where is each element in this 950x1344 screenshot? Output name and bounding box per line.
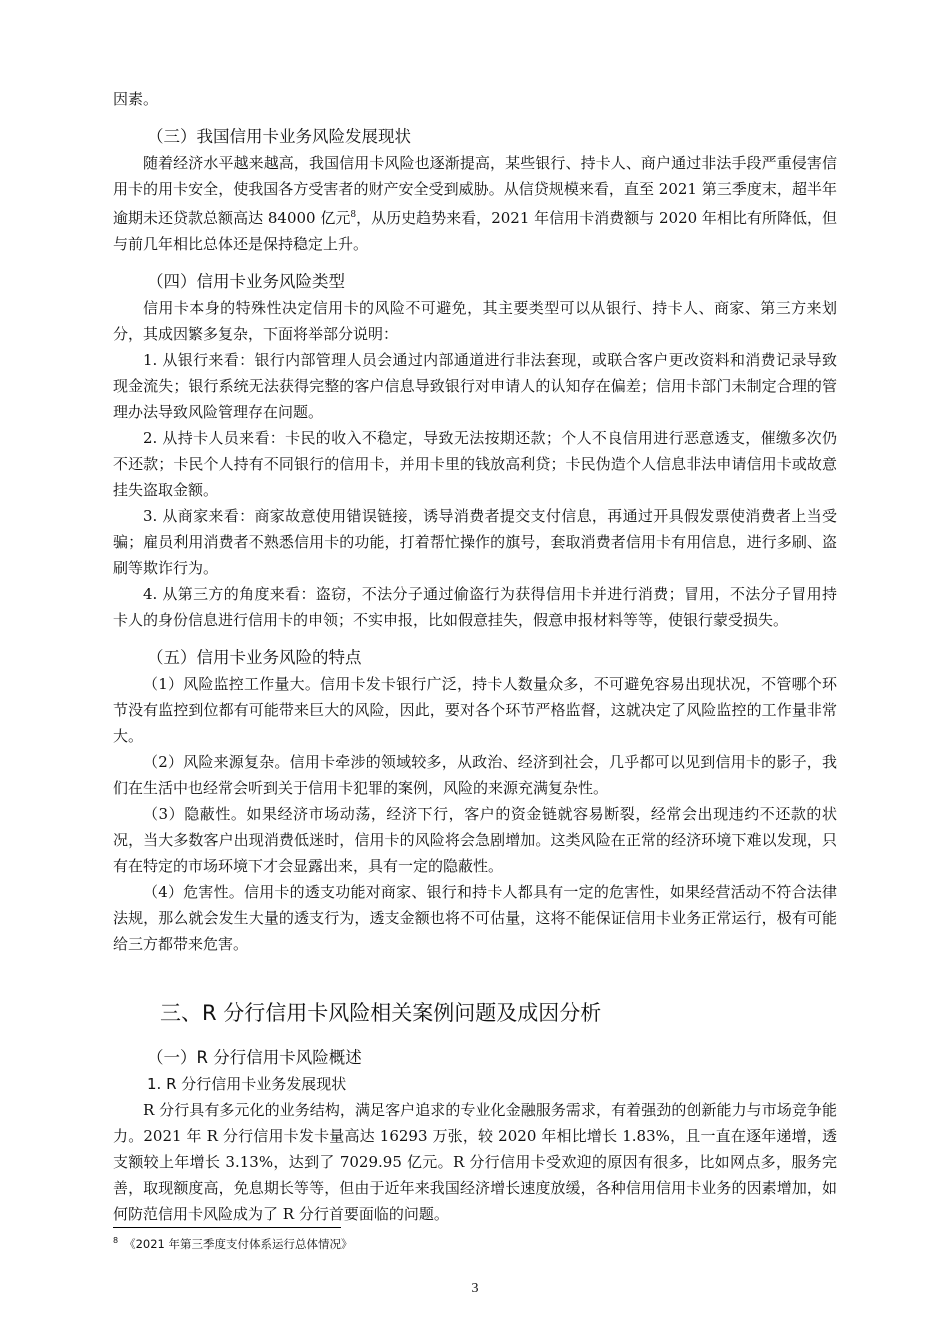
section-3-text-a: 随着经济水平越来越高，我国信用卡风险也逐渐提高，某些银行、持卡人、商户通过非法手段严重侵害信用卡的用卡安全，使我国各方受害者的财产安全受到威胁。从信贷规模来看，直至 2021 第三季度末，超半年逾期未还贷款总额高达 84000 亿元 [113,154,837,227]
section-heading-4: （四）信用卡业务风险类型 [147,272,345,291]
footnote-marker: 8 [113,1236,119,1246]
section-5-item-3: （3）隐蔽性。如果经济市场动荡，经济下行，客户的资金链就容易断裂，经常会出现违约不还款的状况，当大多数客户出现消费低迷时，信用卡的风险将会急剧增加。这类风险在正常的经济环境下难以发现，只有在特定的市场环境下才会显露出来，具有一定的隐蔽性。 [113,805,837,875]
page-number: 3 [471,1281,479,1296]
footnote-reference[interactable]: 8 [350,210,357,220]
section-5-item-4: （4）危害性。信用卡的透支功能对商家、银行和持卡人都具有一定的危害性，如果经营活动不符合法律法规，那么就会发生大量的透支行为，透支金额也将不可估量，这将不能保证信用卡业务正常运行，极有可能给三方都带来危害。 [113,883,837,953]
footnote [113,1236,353,1252]
section-5-item-1: （1）风险监控工作量大。信用卡发卡银行广泛，持卡人数量众多，不可避免容易出现状况，不管哪个环节没有监控到位都有可能带来巨大的风险，因此，要对各个环节严格监督，这就决定了风险监控的工作量非常大。 [113,675,837,745]
section-4-item-cardholder: 2. 从持卡人员来看：卡民的收入不稳定，导致无法按期还款；个人不良信用进行恶意透支，催缴多次仍不还款；卡民个人持有不同银行的信用卡，并用卡里的钱放高利贷；卡民伪造个人信息非法申请信用卡或故意挂失盗取金额。 [113,429,837,499]
footnote-divider [113,1227,341,1228]
section-heading-3: （三）我国信用卡业务风险发展现状 [147,127,411,146]
subsection-heading-1: （一）R 分行信用卡风险概述 [147,1048,362,1067]
subsubsection-heading-1-1: 1. R 分行信用卡业务发展现状 [147,1075,347,1093]
section-4-item-merchant: 3. 从商家来看：商家故意使用错误链接，诱导消费者提交支付信息，再通过开具假发票使消费者上当受骗；雇员利用消费者不熟悉信用卡的功能，打着帮忙操作的旗号，套取消费者信用卡有用信息，进行多刷、盗刷等欺诈行为。 [113,507,837,577]
subsection-1-1-paragraph: R 分行具有多元化的业务结构，满足客户追求的专业化金融服务需求，有着强劲的创新能力与市场竞争能力。2021 年 R 分行信用卡发卡量高达 16293 万张，较 2020 年相比增长 1.83%，且一直在逐年递增，透支额较上年增长 3.13%，达到了 7029.95 亿元。R 分行信用卡受欢迎的原因有很多，比如网点多，服务完善，取现额度高，免息期长等等，但由于近年来我国经济增长速度放缓，各种信用信用卡业务的因素增加，如何防范信用卡风险成为了 R 分行首要面临的问题。 [113,1101,837,1223]
document-page [113,86,837,1227]
section-5-item-2: （2）风险来源复杂。信用卡牵涉的领域较多，从政治、经济到社会，几乎都可以见到信用卡的影子，我们在生活中也经常会听到关于信用卡犯罪的案例，风险的来源充满复杂性。 [113,753,837,797]
section-3-paragraph [113,150,837,257]
section-heading-5: （五）信用卡业务风险的特点 [147,648,362,667]
section-4-item-bank: 1. 从银行来看：银行内部管理人员会通过内部通道进行非法套现，或联合客户更改资料和消费记录导致现金流失；银行系统无法获得完整的客户信息导致银行对申请人的认知存在偏差；信用卡部门未制定合理的管理办法导致风险管理存在问题。 [113,351,837,421]
chapter-heading-3: 三、R 分行信用卡风险相关案例问题及成因分析 [160,1001,602,1025]
section-4-intro: 信用卡本身的特殊性决定信用卡的风险不可避免，其主要类型可以从银行、持卡人、商家、第三方来划分，其成因繁多复杂，下面将举部分说明： [113,299,837,343]
footnote-text: 《2021 年第三季度支付体系运行总体情况》 [124,1237,353,1251]
continued-paragraph: 因素。 [113,90,159,108]
section-3-text-b: ，从历史趋势来看，2021 年信用卡消费额与 2020 年相比有所降低，但与前几年相比总体还是保持稳定上升。 [113,209,837,253]
section-4-item-third-party: 4. 从第三方的角度来看：盗窃，不法分子通过偷盗行为获得信用卡并进行消费；冒用，不法分子冒用持卡人的身份信息进行信用卡的申领；不实申报，比如假意挂失，假意申报材料等等，使银行蒙受损失。 [113,585,837,629]
